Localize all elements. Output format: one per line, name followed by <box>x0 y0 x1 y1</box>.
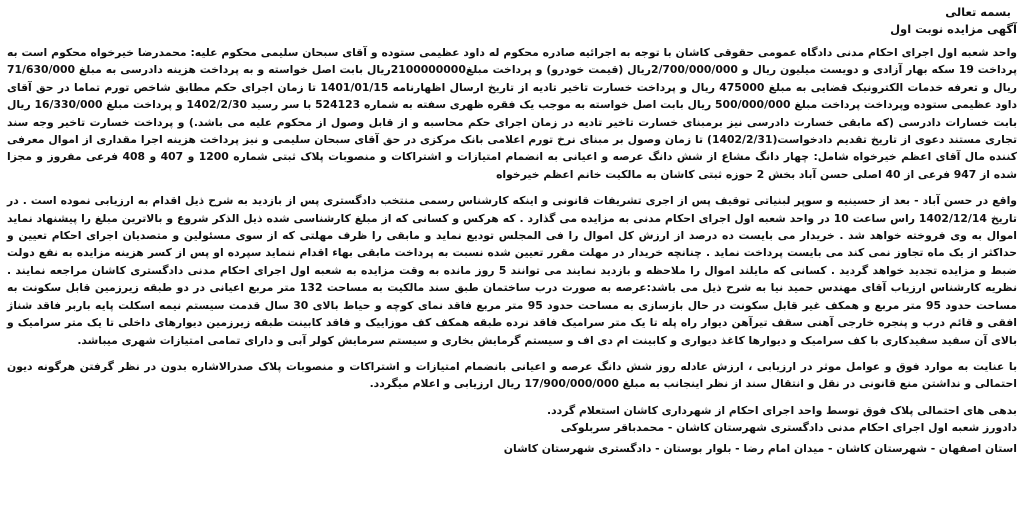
paragraph-case-details: واحد شعبه اول اجرای احکام مدنی دادگاه عمومی حقوقی کاشان با توجه به اجرائیه صادره محکوم له داود عظیمی ستوده و آقای سبحان سلیمی محکوم علیه: محمدرضا خیرخواه محکوم است به پرداخت 19 سکه بهار آزادی و دویست میلیون ریال و 2/700/000/000ریال (قیمت خودرو) و پرداخت مبلغ2100000000ریال بابت اصل خواسته و به پرداخت هزینه دادرسی به مبلغ 71/630/000 ریال و تعرفه خدمات الکترونیک قضایی به مبلغ 475000 ریال و پرداخت خسارت تاخیر تادیه از تاریخ ارسال اظهارنامه 1401/01/15 تا زمان اجرای حکم مطابق شاخص تورم تماما در حق آقای داود عظیمی ستوده وپرداخت پرداخت مبلغ 500/000/000 ریال بابت اصل خواسته به موجب یک فقره ظهری سفته به شماره 524123 با سر رسید 1402/2/30 و پرداخت مبلغ 16/330/000 ریال بابت خسارات دادرسی (که مابقی خسارت دادرسی نیز برمبنای خسارت تاخیر تادیه در زمان اجرای حکم محاسبه و از قابل وصول از محکوم علیه می باشد.) و پرداخت خسارت تاخیر وجه سند تجاری مستند دعوی از تاریخ تقدیم دادخواست(1402/2/31) تا زمان وصول بر مبنای نرخ تورم اعلامی بانک مرکزی در حق آقای سبحان سلیمی و نیز پرداخت هزینه اجرا مقداری از اموال معرفی کننده مال آقای اعظم خیرخواه شامل: چهار دانگ مشاع از شش دانگ عرصه و اعیانی به انضمام امتیازات و اشتراکات و منصوبات پلاک ثبتی شماره 1200 و 407 و 408 فرعی مفروز و مجزا شده از 947 فرعی از 40 اصلی حسن آباد بخش 2 حوزه ثبتی کاشان به مالکیت خانم اعظم خیرخواه <box>7 46 1018 181</box>
paragraph-auction-terms: واقع در حسن آباد - بعد از حسینیه و سوپر لبنیاتی توقیف پس از اجری تشریفات قانونی و اینکه کارشناس رسمی منتخب دادگستری پس از بازدید به شرح ذیل اقدام به ارزیابی نموده است . در تاریخ 1402/12/14 راس ساعت 10 در واحد شعبه اول اجرای احکام مدنی به مزایده می گذارد . که هرکس و کسانی که از مبلغ کارشناسی شده ذیل الذکر شروع و بالاترین مبلغ را پیشنهاد نماید اموال به وی فروخته خواهد شد . خریدار می بایست ده درصد از ارزش کل اموال را فی المجلس تودیع نماید و مابقی را ظرف مهلتی که از سوی مسئولین و متصدیان اجرای احکام تعیین و حداکثر از یک ماه تجاوز نمی کند می بایست پرداخت نماید . چنانچه خریدار در مهلت مقرر تعیین شده نسبت به پرداخت مابقی بهاء اقدام ننماید سپرده او پس از کسر هزینه مزایده به نفع دولت ضبط و مزایده تجدید خواهد گردید . کسانی که مایلند اموال را ملاحظه و بازدید نمایند می توانند 5 روز مانده به وقت مزایده به شعبه اول اجرای احکام مدنی دادگستری کاشان مراجعه نمایند . نظریه کارشناس ارزیاب آقای مهندس حمید نیا به شرح ذیل می باشد:عرصه به صورت درب ساختمان طبق سند مالکیت به مساحت 132 متر مربع اعیانی در دو طبقه زیرزمین قابل سکونت به مساحت حدود 95 متر مربع و همکف غیر قابل سکونت در حال بازسازی به مساحت حدود 95 متر مربع فاقد نمای کوچه و حیاط بالای 30 سال قدمت سیستم نیمه اسکلت پایه باربر فاقد شناژ افقی و قائم درب و پنجره خارجی آهنی سقف تیرآهن دیوار راه پله تا یک متر سرامیک فاقد نرده طبقه همکف کف موزاییک و فاقد کابینت طبقه زیرزمین دیوارهای داخلی تا یک متر سرامیک و بالای آن سفید سفیدکاری با کف سرامیک و دیوارها کاغذ دیواری و کابینت ام دی اف و سیستم گرمایش بخاری و سیستم سرمایش کولر آبی و دارای تمامی امتیازات شهری میباشد. <box>7 194 1017 347</box>
spacer <box>7 183 1017 192</box>
spacer <box>7 393 1017 402</box>
auction-notice <box>7 0 1017 457</box>
paragraph-debts-inquiry: بدهی های احتمالی پلاک فوق توسط واحد اجرای احکام از شهرداری کاشان استعلام گردد. <box>547 403 1017 417</box>
bismillah-heading: بسمه تعالی <box>945 5 1011 19</box>
paragraph-valuation: با عنایت به موارد فوق و عوامل موثر در ارزیابی ، ارزش عادله روز شش دانگ عرصه و اعیانی بانضمام امتیازات و اشتراکات و منصوبات پلاک صدرالاشاره بدون در نظر گرفتن هرگونه دیون احتمالی و نداشتن منع قانونی در نقل و انتقال سند از نظر اینجانب به مبلغ 17/900/000/000 ریال ارزیابی و اعلام میگردد. <box>7 359 1017 391</box>
notice-title: آگهی مزایده نوبت اول <box>890 22 1017 36</box>
signature-line: دادورز شعبه اول اجرای احکام مدنی دادگستری شهرستان کاشان - محمدباقر سربلوکی <box>560 420 1017 434</box>
spacer <box>7 349 1017 358</box>
court-address: استان اصفهان - شهرستان کاشان - میدان امام رضا - بلوار بوستان - دادگستری شهرستان کاشان <box>503 441 1017 455</box>
